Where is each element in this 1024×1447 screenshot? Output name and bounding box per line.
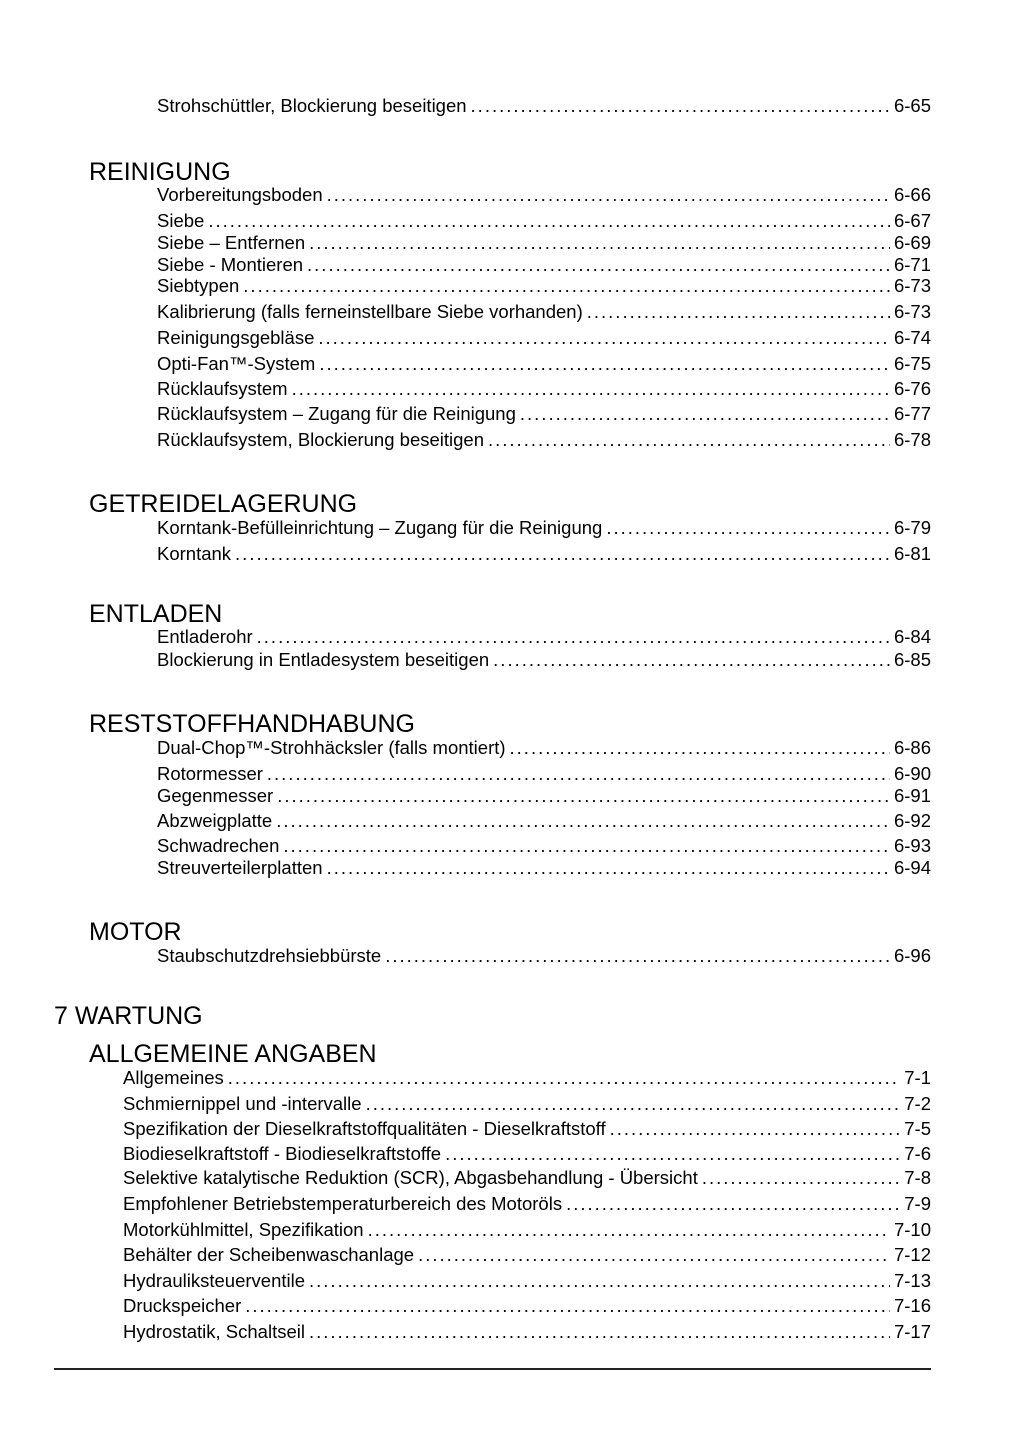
toc-entry-page: 6-94 bbox=[893, 857, 931, 878]
leader-dots bbox=[228, 1067, 900, 1089]
section-heading-allgemeine-angaben: ALLGEMEINE ANGABEN bbox=[89, 1040, 377, 1068]
toc-entry[interactable] bbox=[123, 1193, 931, 1215]
toc-entry-title: Schmiernippel und -intervalle bbox=[123, 1093, 362, 1114]
toc-entry-title: Rücklaufsystem – Zugang für die Reinigung bbox=[157, 403, 516, 424]
toc-entry-page: 7-2 bbox=[904, 1093, 931, 1114]
toc-entry-page: 6-93 bbox=[893, 835, 931, 856]
toc-entry-title: Rotormesser bbox=[157, 763, 263, 784]
toc-entry-page: 6-65 bbox=[893, 95, 931, 116]
toc-entry-page: 6-85 bbox=[893, 649, 931, 670]
toc-entry-page: 6-79 bbox=[893, 517, 931, 538]
leader-dots bbox=[493, 649, 890, 671]
leader-dots bbox=[318, 327, 890, 349]
toc-entry[interactable] bbox=[157, 210, 931, 232]
toc-entry-page: 6-81 bbox=[893, 543, 931, 564]
leader-dots bbox=[283, 835, 890, 857]
leader-dots bbox=[418, 1244, 890, 1266]
toc-entry-title: Siebe – Entfernen bbox=[157, 232, 306, 253]
toc-entry-page: 6-71 bbox=[893, 254, 931, 275]
toc-entry-page: 6-92 bbox=[893, 810, 931, 831]
toc-entry-title: Selektive katalytische Reduktion (SCR), Abgasbehandlung - Übersicht bbox=[123, 1167, 698, 1188]
leader-dots bbox=[257, 626, 890, 648]
footer-rule bbox=[54, 1368, 931, 1370]
leader-dots bbox=[702, 1167, 900, 1189]
toc-entry-title: Blockierung in Entladesystem beseitigen bbox=[157, 649, 490, 670]
leader-dots bbox=[307, 254, 890, 276]
leader-dots bbox=[309, 1270, 890, 1292]
toc-entry-title: Motorkühlmittel, Spezifikation bbox=[123, 1219, 364, 1240]
leader-dots bbox=[292, 378, 890, 400]
toc-entry-title: Vorbereitungsboden bbox=[157, 184, 323, 205]
toc-entry-page: 7-9 bbox=[904, 1193, 931, 1214]
toc-entry-page: 6-96 bbox=[893, 945, 931, 966]
toc-entry-page: 6-77 bbox=[893, 403, 931, 424]
toc-entry[interactable] bbox=[157, 763, 931, 785]
section-heading-reststoffhandhabung: RESTSTOFFHANDHABUNG bbox=[89, 710, 415, 738]
toc-entry[interactable] bbox=[123, 1295, 931, 1317]
toc-entry[interactable] bbox=[157, 785, 931, 807]
toc-entry-page: 6-84 bbox=[893, 626, 931, 647]
leader-dots bbox=[471, 95, 890, 117]
toc-entry[interactable] bbox=[157, 275, 931, 297]
toc-entry[interactable] bbox=[157, 353, 931, 375]
chapter-heading: 7 WARTUNG bbox=[54, 1002, 203, 1030]
toc-entry-page: 6-69 bbox=[893, 232, 931, 253]
toc-entry-title: Korntank-Befülleinrichtung – Zugang für die Reinigung bbox=[157, 517, 603, 538]
toc-entry-title: Kalibrierung (falls ferneinstellbare Siebe vorhanden) bbox=[157, 301, 583, 322]
toc-entry-page: 6-78 bbox=[893, 429, 931, 450]
toc-entry-page: 6-75 bbox=[893, 353, 931, 374]
section-heading-entladen: ENTLADEN bbox=[89, 600, 223, 628]
toc-entry-title: Druckspeicher bbox=[123, 1295, 242, 1316]
toc-entry-page: 6-90 bbox=[893, 763, 931, 784]
toc-entry-page: 6-73 bbox=[893, 275, 931, 296]
toc-entry[interactable] bbox=[157, 945, 931, 967]
toc-entry-title: Streuverteilerplatten bbox=[157, 857, 323, 878]
toc-entry-page: 7-6 bbox=[904, 1143, 931, 1164]
leader-dots bbox=[327, 857, 890, 879]
toc-entry-title: Rücklaufsystem, Blockierung beseitigen bbox=[157, 429, 484, 450]
toc-entry-title: Hydrauliksteuerventile bbox=[123, 1270, 306, 1291]
toc-entry[interactable] bbox=[157, 378, 931, 400]
toc-entry[interactable] bbox=[157, 810, 931, 832]
toc-entry[interactable] bbox=[157, 254, 931, 276]
toc-entry-title: Schwadrechen bbox=[157, 835, 280, 856]
toc-entry-title: Allgemeines bbox=[123, 1067, 224, 1088]
leader-dots bbox=[235, 543, 890, 565]
toc-entry-page: 7-8 bbox=[904, 1167, 931, 1188]
toc-entry[interactable] bbox=[123, 1093, 931, 1115]
leader-dots bbox=[587, 301, 890, 323]
toc-entry-title: Reinigungsgebläse bbox=[157, 327, 315, 348]
toc-entry-page: 7-5 bbox=[904, 1118, 931, 1139]
toc-entry-title: Empfohlener Betriebstemperaturbereich des Motoröls bbox=[123, 1193, 563, 1214]
toc-entry-page: 7-16 bbox=[893, 1295, 931, 1316]
toc-entry[interactable] bbox=[157, 95, 931, 117]
leader-dots bbox=[366, 1093, 901, 1115]
toc-entry-page: 7-1 bbox=[904, 1067, 931, 1088]
toc-entry-page: 6-74 bbox=[893, 327, 931, 348]
toc-entry[interactable] bbox=[157, 327, 931, 349]
section-heading-motor: MOTOR bbox=[89, 918, 182, 946]
toc-entry[interactable] bbox=[123, 1118, 931, 1140]
toc-entry-page: 6-91 bbox=[893, 785, 931, 806]
leader-dots bbox=[319, 353, 890, 375]
leader-dots bbox=[445, 1143, 900, 1165]
toc-entry[interactable] bbox=[157, 403, 931, 425]
toc-entry-page: 6-86 bbox=[893, 737, 931, 758]
leader-dots bbox=[309, 1321, 890, 1343]
toc-entry-title: Entladerohr bbox=[157, 626, 253, 647]
toc-entry-page: 6-76 bbox=[893, 378, 931, 399]
toc-entry-title: Dual-Chop™-Strohhäcksler (falls montiert) bbox=[157, 737, 506, 758]
toc-entry[interactable] bbox=[157, 232, 931, 254]
leader-dots bbox=[309, 232, 890, 254]
leader-dots bbox=[277, 785, 890, 807]
toc-entry[interactable] bbox=[123, 1270, 931, 1292]
toc-entry[interactable] bbox=[157, 301, 931, 323]
toc-entry-page: 7-12 bbox=[893, 1244, 931, 1265]
leader-dots bbox=[327, 184, 890, 206]
toc-entry-title: Spezifikation der Dieselkraftstoffqualitäten - Dieselkraftstoff bbox=[123, 1118, 606, 1139]
leader-dots bbox=[208, 210, 890, 232]
leader-dots bbox=[276, 810, 890, 832]
section-heading-reinigung: REINIGUNG bbox=[89, 158, 231, 186]
toc-entry[interactable] bbox=[123, 1143, 931, 1165]
toc-entry-page: 6-67 bbox=[893, 210, 931, 231]
leader-dots bbox=[566, 1193, 900, 1215]
leader-dots bbox=[606, 517, 890, 539]
leader-dots bbox=[488, 429, 890, 451]
leader-dots bbox=[385, 945, 890, 967]
toc-entry[interactable] bbox=[123, 1219, 931, 1241]
toc-entry[interactable] bbox=[157, 737, 931, 759]
leader-dots bbox=[610, 1118, 901, 1140]
toc-entry-title: Opti-Fan™-System bbox=[157, 353, 316, 374]
toc-entry[interactable] bbox=[157, 626, 931, 648]
toc-entry[interactable] bbox=[157, 517, 931, 539]
toc-entry-title: Rücklaufsystem bbox=[157, 378, 288, 399]
toc-entry-title: Behälter der Scheibenwaschanlage bbox=[123, 1244, 415, 1265]
leader-dots bbox=[245, 1295, 890, 1317]
toc-entry[interactable] bbox=[157, 857, 931, 879]
toc-entry-title: Siebe bbox=[157, 210, 205, 231]
toc-entry-title: Abzweigplatte bbox=[157, 810, 273, 831]
toc-entry[interactable] bbox=[123, 1067, 931, 1089]
toc-entry-page: 7-17 bbox=[893, 1321, 931, 1342]
toc-entry-page: 6-66 bbox=[893, 184, 931, 205]
leader-dots bbox=[267, 763, 890, 785]
toc-entry[interactable] bbox=[123, 1321, 931, 1343]
toc-entry-title: Strohschüttler, Blockierung beseitigen bbox=[157, 95, 467, 116]
toc-entry-title: Siebe - Montieren bbox=[157, 254, 304, 275]
toc-entry[interactable] bbox=[157, 543, 931, 565]
toc-entry-title: Biodieselkraftstoff - Biodieselkraftstoffe bbox=[123, 1143, 442, 1164]
toc-entry-title: Siebtypen bbox=[157, 275, 240, 296]
section-heading-getreidelagerung: GETREIDELAGERUNG bbox=[89, 490, 358, 518]
toc-entry[interactable] bbox=[157, 184, 931, 206]
toc-entry[interactable] bbox=[157, 649, 931, 671]
leader-dots bbox=[368, 1219, 890, 1241]
toc-entry[interactable] bbox=[123, 1244, 931, 1266]
toc-entry-title: Hydrostatik, Schaltseil bbox=[123, 1321, 305, 1342]
toc-entry[interactable] bbox=[157, 835, 931, 857]
leader-dots bbox=[243, 275, 890, 297]
toc-entry[interactable] bbox=[157, 429, 931, 451]
leader-dots bbox=[510, 737, 890, 759]
toc-entry-page: 6-73 bbox=[893, 301, 931, 322]
toc-entry-page: 7-13 bbox=[893, 1270, 931, 1291]
toc-entry-title: Korntank bbox=[157, 543, 232, 564]
leader-dots bbox=[520, 403, 890, 425]
toc-entry[interactable] bbox=[123, 1167, 931, 1189]
toc-entry-page: 7-10 bbox=[893, 1219, 931, 1240]
toc-entry-title: Gegenmesser bbox=[157, 785, 274, 806]
toc-entry-title: Staubschutzdrehsiebbürste bbox=[157, 945, 382, 966]
